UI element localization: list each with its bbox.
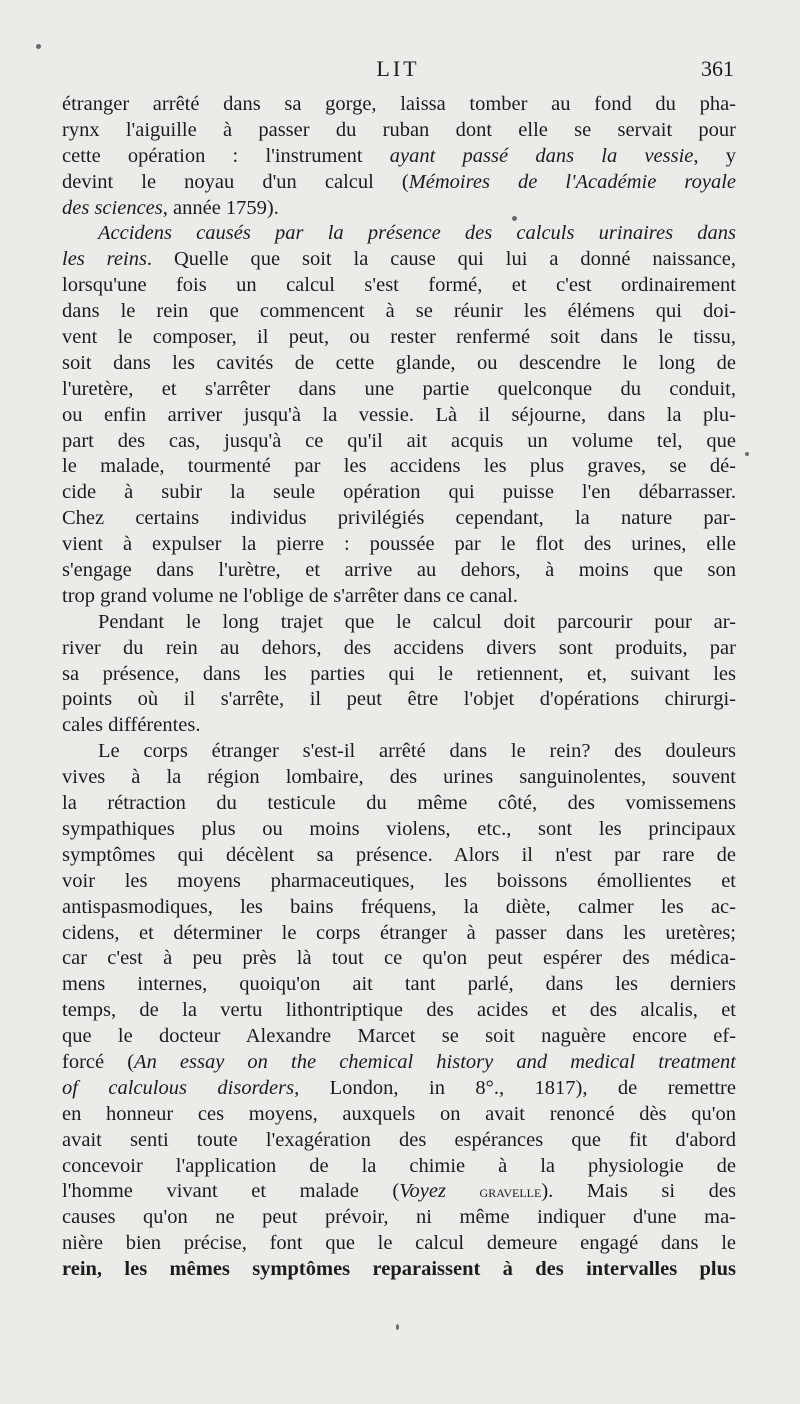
text-line: vent le composer, il peut, ou rester renfermé soit dans le tissu,	[62, 326, 736, 349]
text-line: causes qu'on ne peut prévoir, ni même indiquer d'une ma-	[62, 1206, 736, 1229]
text-line: sympathiques plus ou moins violens, etc., sont les principaux	[62, 817, 736, 840]
text-line: étranger arrêté dans sa gorge, laissa tomber au fond du pha-	[62, 93, 736, 115]
text-line: dans le rein que commencent à se réunir les élémens qui doi-	[62, 300, 736, 323]
text-line: cidens, et déterminer le corps étranger à passer dans les uretères;	[62, 921, 736, 944]
text-line: symptômes qui décèlent sa présence. Alors il n'est par rare de	[62, 843, 736, 866]
text-line: antispasmodiques, les bains fréquens, la diète, calmer les ac-	[62, 895, 736, 918]
paper-speck	[745, 452, 749, 456]
text-line: les reins. Quelle que soit la cause qui lui a donné naissance,	[62, 248, 736, 271]
text-line: of calculous disorders, London, in 8°., 1817), de remettre	[62, 1076, 736, 1099]
text-line: des sciences, année 1759).	[62, 196, 279, 219]
text-line: devint le noyau d'un calcul (Mémoires de l'Académie royale	[62, 170, 736, 193]
text-line: cales différentes.	[62, 714, 201, 737]
paper-speck	[36, 44, 41, 49]
text-line: voir les moyens pharmaceutiques, les boissons émollientes et	[62, 869, 736, 892]
paper-speck	[512, 216, 517, 221]
body-text	[62, 92, 736, 1283]
text-line: vives à la région lombaire, des urines sanguinolentes, souvent	[62, 766, 736, 789]
text-line: concevoir l'application de la chimie à la physiologie de	[62, 1154, 736, 1177]
text-line: cette opération : l'instrument ayant passé dans la vessie, y	[62, 144, 736, 167]
text-line: le malade, tourmenté par les accidens les plus graves, se dé-	[62, 455, 736, 478]
text-line: car c'est à peu près là tout ce qu'on peut espérer des médica-	[62, 947, 736, 970]
page-number: 361	[701, 56, 734, 81]
text-line: points où il s'arrête, il peut être l'objet d'opérations chirurgi-	[62, 688, 736, 711]
text-line: en honneur ces moyens, auxquels on avait renoncé dès qu'on	[62, 1102, 736, 1125]
text-line: rynx l'aiguille à passer du ruban dont elle se servait pour	[62, 118, 736, 141]
text-line: sa présence, dans les parties qui le retiennent, et, suivant les	[62, 662, 736, 685]
text-line: Le corps étranger s'est-il arrêté dans le rein? des douleurs	[98, 740, 736, 763]
text-line: la rétraction du testicule du même côté, des vomissemens	[62, 792, 736, 815]
text-line: temps, de la vertu lithontriptique des acides et des alcalis, et	[62, 999, 736, 1022]
text-line: l'uretère, et s'arrêter dans une partie quelconque du conduit,	[62, 377, 736, 400]
running-head: LIT	[376, 56, 420, 81]
text-line: avait senti toute l'exagération des espérances que fit d'abord	[62, 1128, 736, 1151]
text-line: l'homme vivant et malade (Voyez gravelle). Mais si des	[62, 1180, 736, 1203]
text-line: lorsqu'une fois un calcul s'est formé, et c'est ordinairement	[62, 274, 736, 297]
text-line: nière bien précise, font que le calcul demeure engagé dans le	[62, 1232, 736, 1255]
paper-speck	[396, 1324, 399, 1330]
text-line: Pendant le long trajet que le calcul doit parcourir pour ar-	[98, 610, 736, 633]
text-line: forcé (An essay on the chemical history and medical treatment	[62, 1050, 736, 1073]
text-line: part des cas, jusqu'à ce qu'il ait acquis un volume tel, que	[62, 429, 736, 452]
text-line: Chez certains individus privilégiés cependant, la nature par-	[62, 507, 736, 530]
text-line: rein, les mêmes symptômes reparaissent à des intervalles plus	[62, 1258, 736, 1281]
text-line: ou enfin arriver jusqu'à la vessie. Là il séjourne, dans la plu-	[62, 403, 736, 426]
text-line: que le docteur Alexandre Marcet se soit naguère encore ef-	[62, 1025, 736, 1048]
text-line: cide à subir la seule opération qui puisse l'en débarrasser.	[62, 481, 736, 504]
text-line: vient à expulser la pierre : poussée par le flot des urines, elle	[62, 533, 736, 556]
text-line: mens internes, quoiqu'on ait tant parlé, dans les derniers	[62, 973, 736, 996]
text-line: Accidens causés par la présence des calculs urinaires dans	[98, 222, 736, 245]
text-line: river du rein au dehors, des accidens divers sont produits, par	[62, 636, 736, 659]
text-line: trop grand volume ne l'oblige de s'arrêter dans ce canal.	[62, 584, 518, 607]
page-header	[62, 56, 734, 90]
text-line: soit dans les cavités de cette glande, ou descendre le long de	[62, 351, 736, 374]
text-line: s'engage dans l'urètre, et arrive au dehors, à moins que son	[62, 559, 736, 582]
